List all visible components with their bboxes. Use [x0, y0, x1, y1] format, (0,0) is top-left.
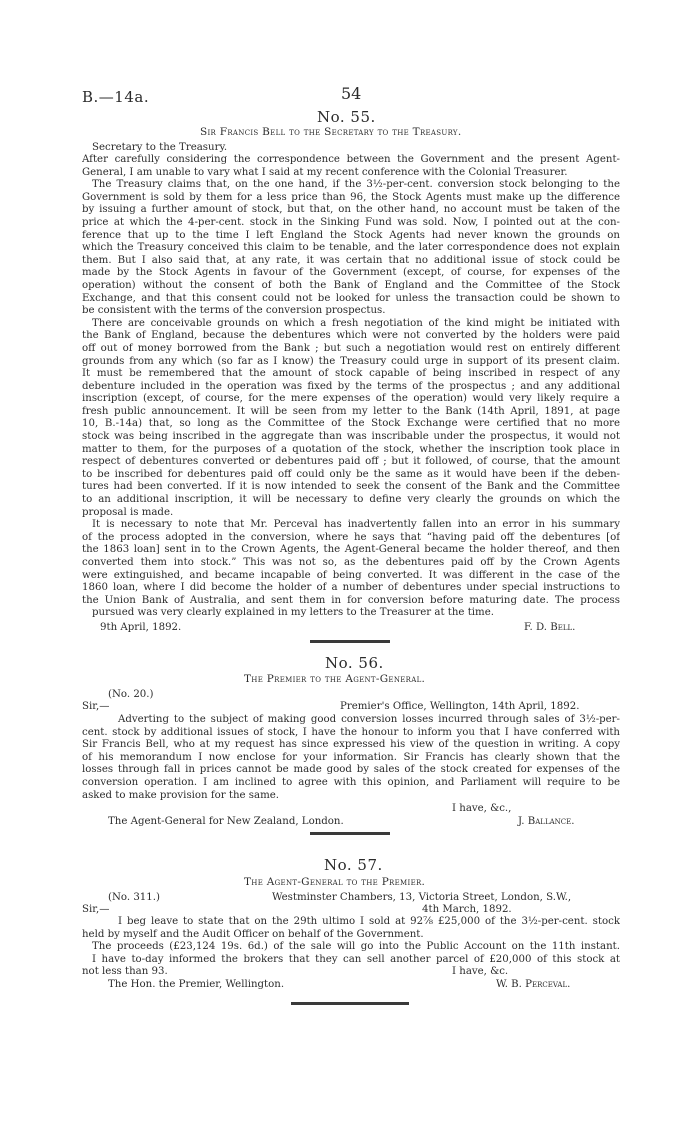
doc55-date: 9th April, 1892.	[100, 622, 182, 633]
doc55-line: of the process adopted in the conversion, where he says that “having paid off the debentures [of	[82, 531, 620, 543]
doc55-line: to be inscribed for debentures paid off could only be the same as it would have been if the deben-	[82, 468, 620, 480]
doc55-line: proposal is made.	[82, 506, 174, 518]
doc57-salutation: Sir,—	[82, 904, 110, 915]
section-divider	[291, 1002, 409, 1005]
doc55-line: respect of debentures converted or debentures paid off ; but it followed, of course, that the amount	[82, 456, 620, 468]
doc56-subtitle: The Premier to the Agent-General.	[244, 673, 426, 685]
doc55-line: the Bank of England, because the debentures which were not converted by the holders were paid	[82, 330, 620, 342]
doc56-body	[82, 714, 620, 802]
doc55-signature: F. D. Bell.	[524, 622, 576, 633]
doc55-line: matter to them, for the purposes of a quotation of the stock, whether the inscription took place in	[82, 443, 620, 455]
doc56-addressee: The Agent-General for New Zealand, London.	[108, 816, 344, 827]
doc56-line: asked to make provision for the same.	[82, 789, 280, 801]
doc57-addressee: The Hon. the Premier, Wellington.	[108, 979, 285, 990]
doc57-date: 4th March, 1892.	[422, 904, 512, 915]
series-reference: B.—14a.	[82, 88, 150, 106]
doc55-number: No. 55.	[317, 108, 376, 126]
doc56-reference: (No. 20.)	[108, 689, 154, 700]
section-divider	[310, 832, 390, 835]
doc55-line: made by the Stock Agents in favour of the Government (except, of course, for expenses of the	[82, 267, 620, 279]
doc57-reference: (No. 311.)	[108, 892, 160, 903]
doc55-line: It is necessary to note that Mr. Perceval has inadvertently fallen into an error in his summary	[92, 519, 620, 531]
doc55-line: grounds from any which (so far as I know) the Treasury could urge in support of its present claim.	[82, 355, 620, 367]
doc56-closing: I have, &c.,	[452, 803, 512, 814]
doc57-line: not less than 93.	[82, 966, 168, 978]
doc55-line: be consistent with the terms of the conversion prospectus.	[82, 305, 386, 317]
doc55-subtitle: Sir Francis Bell to the Secretary to the Treasury.	[200, 126, 462, 138]
doc55-line: price at which the 4-per-cent. stock in the Sinking Fund was sold. Now, I pointed out at the con-	[82, 216, 620, 228]
doc57-signature: W. B. Perceval.	[496, 979, 571, 990]
section-divider	[310, 640, 390, 643]
doc55-line: It must be remembered that the amount of stock capable of being inscribed in respect of any	[82, 368, 620, 380]
doc55-line: pursued was very clearly explained in my letters to the Treasurer at the time.	[92, 607, 494, 619]
doc55-line: the 1863 loan] sent in to the Crown Agents, the Agent-General became the holder thereof, and then	[82, 544, 620, 556]
doc56-line: cent. stock by additional issues of stock, I have the honour to inform you that I have conferred with	[82, 726, 620, 738]
doc55-line: After carefully considering the correspondence between the Government and the present Agent-	[82, 154, 620, 165]
doc56-line: of his memorandum I now enclose for your information. Sir Francis has clearly shown that the	[82, 751, 620, 763]
doc55-line: ference that up to the time I left England the Stock Agents had never known the grounds on	[82, 229, 620, 241]
doc57-line: held by myself and the Audit Officer on behalf of the Government.	[82, 928, 424, 940]
doc56-line: conversion operation. I am inclined to agree with this opinion, and Parliament will require to be	[82, 776, 620, 788]
doc56-line: Sir Francis Bell, who at my request has since expressed his view of the question in writing. A copy	[82, 739, 620, 751]
doc55-line: to an additional inscription, it will be necessary to define very clearly the grounds on which the	[82, 494, 620, 506]
doc55-line: the Union Bank of Australia, and sent them in for conversion before maturing date. The process	[82, 594, 620, 606]
doc55-line: stock was being inscribed in the aggregate than was inscribable under the prospectus, it would not	[82, 431, 620, 443]
doc57-closing: I have, &c.	[452, 966, 509, 977]
doc57-body	[82, 916, 620, 979]
doc55-salutation: Secretary to the Treasury.	[92, 142, 228, 153]
doc55-line: The Treasury claims that, on the one hand, if the 3½-per-cent. conversion stock belonging to the	[92, 179, 620, 191]
doc56-line: losses through fall in prices cannot be made good by sales of the stock created for expenses of the	[82, 764, 620, 776]
doc56-number: No. 56.	[325, 654, 384, 672]
doc55-line: fresh public announcement. It will be seen from my letter to the Bank (14th April, 1891, at page	[82, 405, 620, 417]
doc55-line: tures had been converted. If it is now intended to seek the consent of the Bank and the Committee	[82, 481, 620, 493]
doc55-line: operation) without the consent of both the Bank of England and the Committee of the Stock	[82, 279, 620, 291]
doc57-line: The proceeds (£23,124 19s. 6d.) of the sale will go into the Public Account on the 11th instant.	[92, 941, 620, 953]
doc56-salutation: Sir,—	[82, 701, 110, 712]
doc55-body	[82, 154, 620, 620]
doc55-line: off out of money borrowed from the Bank ; but such a negotiation would rest on entirely different	[82, 342, 620, 354]
doc55-line: which the Treasury conceived this claim to be tenable, and the later correspondence does not explain	[82, 242, 620, 254]
doc57-number: No. 57.	[324, 856, 383, 874]
doc55-line: 1860 loan, where I did become the holder of a number of debentures under special instructions to	[82, 582, 620, 594]
doc57-subtitle: The Agent-General to the Premier.	[244, 876, 426, 888]
doc56-signature: J. Ballance.	[518, 816, 575, 827]
doc57-address: Westminster Chambers, 13, Victoria Street, London, S.W.,	[272, 892, 572, 903]
page-number: 54	[341, 84, 362, 103]
doc55-line: General, I am unable to vary what I said at my recent conference with the Colonial Treasurer.	[82, 166, 568, 178]
doc55-line: were extinguished, and became incapable of being converted. It was different in the case of the	[82, 569, 620, 581]
doc56-line: Adverting to the subject of making good conversion losses incurred through sales of 3½-per-	[118, 714, 620, 725]
doc55-line: debenture included in the operation was fixed by the terms of the prospectus ; and any additional	[82, 380, 620, 392]
doc55-line: Exchange, and that this consent could not be looked for unless the transaction could be shown to	[82, 292, 620, 304]
doc55-line: by issuing a further amount of stock, but that, on the other hand, no account must be taken of the	[82, 204, 620, 216]
doc55-line: them. But I also said that, at any rate, it was certain that no additional issue of stock could be	[82, 254, 620, 266]
doc55-line: 10, B.-14a) that, so long as the Committee of the Stock Exchange were certified that no more	[82, 418, 620, 430]
doc55-line: converted them into stock.” This was not so, as the debentures paid off by the Crown Agents	[82, 557, 620, 568]
doc57-line: I beg leave to state that on the 29th ultimo I sold at 92⅞ £25,000 of the 3½-per-cent. stock	[118, 916, 620, 927]
doc57-line: I have to-day informed the brokers that they can sell another parcel of £20,000 of this stock at	[92, 953, 620, 965]
doc55-line: Government is sold by them for a less price than 96, the Stock Agents must make up the difference	[82, 191, 620, 203]
doc55-line: There are conceivable grounds on which a fresh negotiation of the kind might be initiated with	[92, 317, 620, 329]
doc56-place-date: Premier's Office, Wellington, 14th April, 1892.	[340, 701, 580, 712]
doc55-line: inscription (except, of course, for the mere expenses of the operation) would very likely require a	[82, 393, 620, 405]
